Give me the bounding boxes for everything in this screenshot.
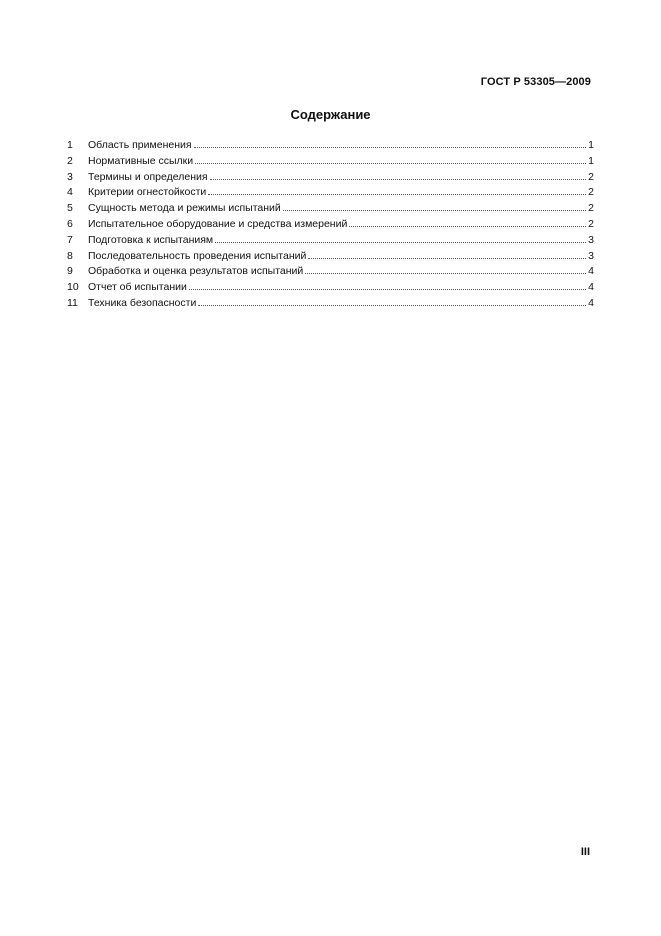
toc-leader-dots [215, 242, 586, 243]
toc-leader-dots [308, 258, 586, 259]
toc-entry-label: Испытательное оборудование и средства измерений [88, 217, 348, 230]
toc-entry[interactable] [67, 201, 594, 217]
toc-entry[interactable] [67, 296, 594, 312]
toc-entry[interactable] [67, 280, 594, 296]
toc-entry-page: 2 [588, 217, 594, 230]
toc-title: Содержание [290, 107, 371, 122]
toc-entry-number: 7 [67, 233, 73, 246]
toc-entry-page: 4 [588, 281, 594, 294]
toc-entry-page: 2 [588, 170, 594, 183]
toc-leader-dots [210, 179, 587, 180]
toc-entry-label: Подготовка к испытаниям [88, 233, 214, 246]
toc-entry-number: 2 [67, 154, 73, 167]
toc-leader-dots [208, 194, 586, 195]
toc-entry-label: Обработка и оценка результатов испытаний [88, 265, 304, 278]
toc-entry-page: 1 [588, 139, 594, 151]
toc-entry-page: 1 [588, 154, 594, 167]
toc-entry[interactable] [67, 154, 594, 170]
toc-entry-number: 3 [67, 170, 73, 183]
toc-entry-page: 2 [588, 186, 594, 199]
toc-entry-number: 6 [67, 217, 73, 230]
toc-entry[interactable] [67, 249, 594, 265]
toc-entry-number: 5 [67, 202, 73, 215]
toc-entry-label: Последовательность проведения испытаний [88, 249, 307, 262]
toc-entry-label: Область применения [88, 139, 192, 151]
toc-entry-number: 11 [67, 296, 78, 309]
toc-entry-number: 9 [67, 265, 73, 278]
page-number: III [580, 846, 590, 858]
toc-entry[interactable] [67, 170, 594, 186]
toc-leader-dots [349, 226, 586, 227]
toc-leader-dots [198, 305, 586, 306]
toc-leader-dots [194, 147, 587, 148]
toc-entry-label: Отчет об испытании [88, 281, 187, 294]
toc-leader-dots [189, 289, 586, 290]
toc-entry-page: 4 [588, 265, 594, 278]
toc-leader-dots [195, 163, 586, 164]
toc-entry-label: Нормативные ссылки [88, 154, 194, 167]
toc-entry-number: 10 [67, 281, 79, 294]
toc-entry-label: Термины и определения [88, 170, 208, 183]
document-code: ГОСТ Р 53305—2009 [480, 76, 591, 88]
toc-entry-page: 3 [588, 233, 594, 246]
toc-entry[interactable] [67, 138, 594, 154]
toc-entry[interactable] [67, 233, 594, 249]
toc-entry[interactable] [67, 264, 594, 280]
toc-leader-dots [283, 210, 586, 211]
toc-entry-page: 3 [588, 249, 594, 262]
toc-entry-number: 8 [67, 249, 73, 262]
toc-entry-page: 4 [588, 296, 594, 309]
toc-entry-number: 1 [67, 139, 73, 151]
table-of-contents [67, 138, 594, 312]
toc-entry[interactable] [67, 217, 594, 233]
toc-entry[interactable] [67, 185, 594, 201]
toc-entry-label: Техника безопасности [88, 296, 197, 309]
toc-entry-label: Сущность метода и режимы испытаний [88, 202, 281, 215]
toc-entry-page: 2 [588, 202, 594, 215]
toc-entry-label: Критерии огнестойкости [88, 186, 207, 199]
toc-leader-dots [305, 273, 586, 274]
toc-entry-number: 4 [67, 186, 73, 199]
